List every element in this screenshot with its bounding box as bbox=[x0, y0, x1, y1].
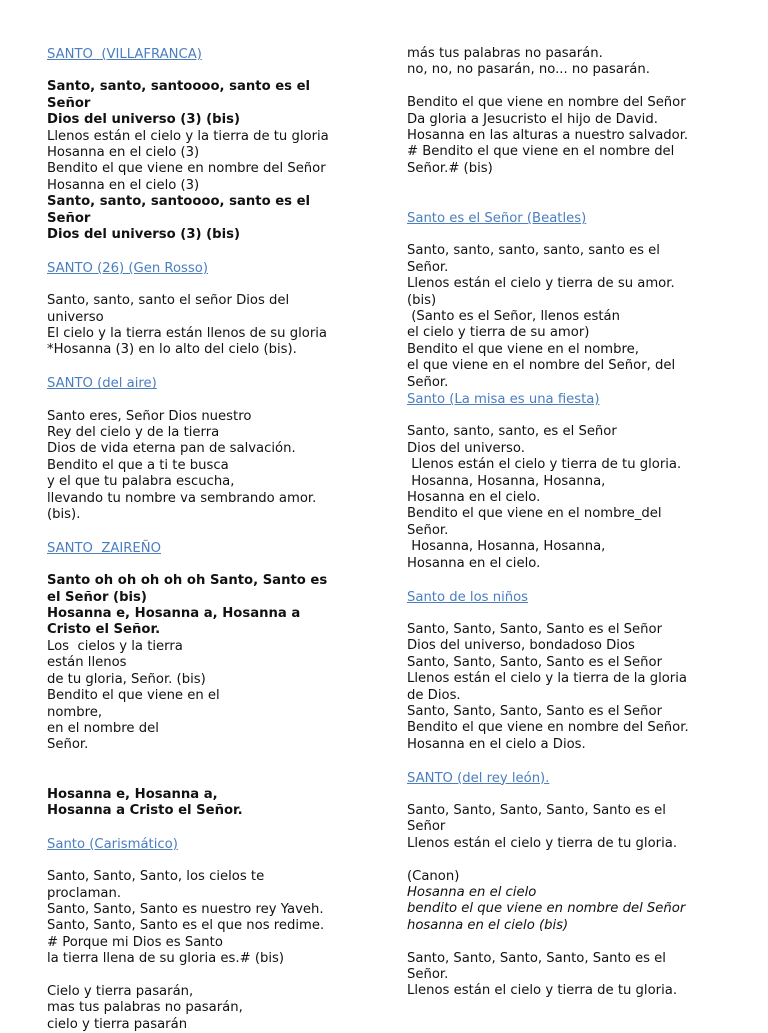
song-title-link[interactable]: SANTO (26) (Gen Rosso) bbox=[47, 260, 209, 276]
spacer bbox=[407, 79, 727, 95]
lyric-line: Llenos están el cielo y tierra de tu gloria. bbox=[407, 983, 678, 999]
lyric-line: en el nombre del bbox=[47, 720, 159, 736]
spacer bbox=[407, 194, 727, 210]
lyric-line: Bendito el que viene en nombre del Señor. bbox=[407, 720, 689, 736]
lyric-line: Dios del universo, bondadoso Dios bbox=[407, 638, 635, 654]
spacer bbox=[407, 852, 727, 868]
lyric-line: Hosanna en el cielo. bbox=[407, 490, 541, 506]
lyric-line: Rey del cielo y de la tierra bbox=[47, 425, 220, 441]
spacer bbox=[407, 753, 727, 769]
lyric-line: de Dios. bbox=[407, 687, 461, 703]
lyric-line: (bis). bbox=[47, 507, 81, 523]
song-title-link[interactable]: Santo (Carismático) bbox=[47, 836, 178, 852]
spacer bbox=[407, 408, 727, 424]
lyric-line: Dios del universo. bbox=[407, 440, 525, 456]
spacer bbox=[407, 787, 727, 803]
lyric-line: están llenos bbox=[47, 655, 127, 671]
lyric-line: bendito el que viene en nombre del Señor bbox=[407, 901, 686, 917]
lyric-line: la tierra llena de su gloria es.# (bis) bbox=[47, 951, 285, 967]
lyric-line: Santo, Santo, Santo, Santo, Santo es el bbox=[407, 802, 666, 818]
spacer bbox=[407, 227, 727, 243]
lyric-line: no, no, no pasarán, no... no pasarán. bbox=[407, 62, 650, 78]
lyric-line: y el que tu palabra escucha, bbox=[47, 474, 235, 490]
left-column bbox=[47, 46, 367, 1033]
lyric-line: más tus palabras no pasarán. bbox=[407, 46, 603, 61]
lyric-line: Hosanna en el cielo (3) bbox=[47, 145, 200, 161]
lyric-line: Bendito el que viene en el nombre, bbox=[407, 341, 639, 357]
lyric-line: Santo, Santo, Santo, los cielos te bbox=[47, 869, 265, 885]
lyric-line: Llenos están el cielo y tierra de su amor. bbox=[407, 276, 675, 292]
lyric-line: (Canon) bbox=[407, 868, 460, 884]
lyric-line: Cielo y tierra pasarán, bbox=[47, 983, 194, 999]
lyric-line: Señor. bbox=[407, 259, 449, 275]
spacer bbox=[47, 277, 367, 293]
spacer bbox=[47, 819, 367, 835]
lyric-line: Señor bbox=[47, 210, 91, 226]
lyric-line: Señor. bbox=[47, 737, 89, 753]
lyric-line: Santo, Santo, Santo, Santo, Santo es el bbox=[407, 950, 666, 966]
spacer bbox=[47, 754, 367, 770]
lyric-line: Bendito el que viene en nombre del Señor bbox=[47, 161, 326, 177]
lyric-line: Hosanna, Hosanna, Hosanna, bbox=[407, 539, 606, 555]
lyric-line: Santo oh oh oh oh oh Santo, Santo es bbox=[47, 573, 328, 589]
lyric-line: Cristo el Señor. bbox=[47, 622, 161, 638]
lyric-line: Santo, santo, santoooo, santo es el bbox=[47, 79, 311, 95]
lyric-line: Llenos están el cielo y tierra de tu gloria. bbox=[407, 457, 682, 473]
lyric-line: Santo, Santo, Santo, Santo es el Señor bbox=[407, 621, 663, 637]
spacer bbox=[47, 770, 367, 786]
lyric-line: Señor. bbox=[407, 966, 449, 982]
lyric-line: Hosanna e, Hosanna a, bbox=[47, 786, 218, 802]
lyric-line: Llenos están el cielo y tierra de tu gloria. bbox=[407, 835, 678, 851]
lyric-line: Hosanna e, Hosanna a, Hosanna a bbox=[47, 606, 301, 622]
song-title-link[interactable]: SANTO (del rey león). bbox=[407, 770, 550, 786]
lyric-line: Santo, Santo, Santo es el que nos redime. bbox=[47, 918, 325, 934]
spacer bbox=[47, 392, 367, 408]
lyric-line: (Santo es el Señor, llenos están bbox=[407, 309, 620, 325]
lyric-line: Hosanna en el cielo bbox=[407, 884, 537, 900]
lyric-line: # Bendito el que viene en el nombre del bbox=[407, 144, 675, 160]
lyric-line: universo bbox=[47, 309, 104, 325]
lyric-line: Santo, santo, santo, es el Señor bbox=[407, 424, 617, 440]
spacer bbox=[47, 243, 367, 259]
lyric-line: Santo, santo, santoooo, santo es el bbox=[47, 194, 311, 210]
lyric-line: Santo eres, Señor Dios nuestro bbox=[47, 408, 252, 424]
spacer bbox=[47, 63, 367, 79]
lyric-line: el que viene en el nombre del Señor, del bbox=[407, 358, 676, 374]
lyric-line: Santo, santo, santo, santo, santo es el bbox=[407, 243, 660, 259]
lyric-line: Hosanna, Hosanna, Hosanna, bbox=[407, 473, 606, 489]
spacer bbox=[47, 359, 367, 375]
lyric-line: Señor bbox=[47, 95, 91, 111]
lyric-line: Los cielos y la tierra bbox=[47, 638, 183, 654]
lyric-line: # Porque mi Dios es Santo bbox=[47, 934, 223, 950]
song-title-link[interactable]: SANTO ZAIREÑO bbox=[47, 540, 162, 556]
lyric-line: Llenos están el cielo y la tierra de tu gloria bbox=[47, 128, 329, 144]
lyric-line: Hosanna en las alturas a nuestro salvador. bbox=[407, 128, 689, 144]
lyric-line: Bendito el que viene en el bbox=[47, 688, 220, 704]
lyric-line: Señor. bbox=[407, 374, 449, 390]
lyric-line: de tu gloria, Señor. (bis) bbox=[47, 671, 206, 687]
lyric-line: nombre, bbox=[47, 704, 103, 720]
lyric-line: Bendito el que viene en nombre del Señor bbox=[407, 95, 686, 111]
lyric-line: llevando tu nombre va sembrando amor. bbox=[47, 490, 317, 506]
lyric-line: Dios de vida eterna pan de salvación. bbox=[47, 441, 296, 457]
spacer bbox=[407, 934, 727, 950]
lyric-line: Hosanna en el cielo. bbox=[407, 555, 541, 571]
lyric-line: El cielo y la tierra están llenos de su gloria bbox=[47, 326, 327, 342]
lyric-line: Hosanna en el cielo a Dios. bbox=[407, 736, 586, 752]
spacer bbox=[47, 557, 367, 573]
lyric-line: el cielo y tierra de su amor) bbox=[407, 325, 590, 341]
lyric-line: el Señor (bis) bbox=[47, 589, 147, 605]
song-title-link[interactable]: Santo de los niños bbox=[407, 589, 529, 605]
lyric-line: Dios del universo (3) (bis) bbox=[47, 112, 240, 128]
lyric-line: Bendito el que viene en el nombre_del bbox=[407, 506, 662, 522]
lyric-line: Llenos están el cielo y la tierra de la gloria bbox=[407, 671, 687, 687]
lyric-line: proclaman. bbox=[47, 885, 122, 901]
lyric-line: Santo, santo, santo el señor Dios del bbox=[47, 293, 290, 309]
lyric-line: *Hosanna (3) en lo alto del cielo (bis). bbox=[47, 342, 297, 358]
spacer bbox=[407, 572, 727, 588]
song-title-link[interactable]: Santo es el Señor (Beatles) bbox=[407, 211, 587, 227]
lyric-line: Bendito el que a ti te busca bbox=[47, 457, 229, 473]
spacer bbox=[47, 968, 367, 984]
lyric-line: Señor. bbox=[407, 522, 449, 538]
spacer bbox=[407, 606, 727, 622]
spacer bbox=[47, 853, 367, 869]
lyric-line: cielo y tierra pasarán bbox=[47, 1016, 188, 1032]
lyric-line: Dios del universo (3) (bis) bbox=[47, 227, 240, 243]
lyric-line: mas tus palabras no pasarán, bbox=[47, 1000, 243, 1016]
spacer bbox=[47, 523, 367, 539]
song-title-link[interactable]: SANTO (VILLAFRANCA) bbox=[47, 47, 202, 62]
lyric-line: hosanna en el cielo (bis) bbox=[407, 917, 569, 933]
lyric-line: (bis) bbox=[407, 292, 437, 308]
lyric-line: Señor bbox=[407, 819, 446, 835]
lyric-line: Señor.# (bis) bbox=[407, 160, 493, 176]
lyric-line: Hosanna en el cielo (3) bbox=[47, 177, 200, 193]
lyric-line: Santo, Santo, Santo es nuestro rey Yaveh. bbox=[47, 901, 324, 917]
lyric-line: Santo, Santo, Santo, Santo es el Señor bbox=[407, 703, 663, 719]
right-column bbox=[407, 46, 727, 1000]
spacer bbox=[407, 177, 727, 193]
lyric-line: Santo, Santo, Santo, Santo es el Señor bbox=[407, 654, 663, 670]
song-title-link[interactable]: SANTO (del aire) bbox=[47, 376, 157, 392]
lyric-line: Hosanna a Cristo el Señor. bbox=[47, 802, 243, 818]
song-title-link[interactable]: Santo (La misa es una fiesta) bbox=[407, 392, 600, 408]
lyric-line: Da gloria a Jesucristo el hijo de David. bbox=[407, 111, 658, 127]
